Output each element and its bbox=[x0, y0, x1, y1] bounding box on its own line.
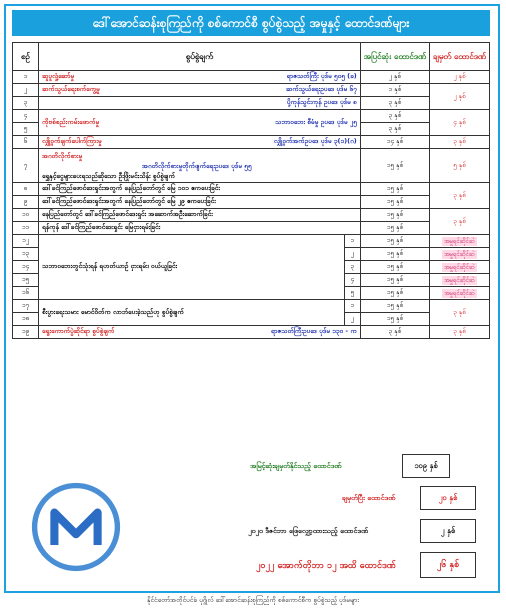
row-no: ၈ bbox=[13, 183, 39, 196]
row-sentence: ၂ နှစ် bbox=[430, 71, 490, 84]
row-charge bbox=[39, 97, 361, 110]
table-row bbox=[13, 97, 490, 110]
charge-law: ရာဇသတ်ကြီး ပုဒ်မ ၅၀၅ (ခ) bbox=[286, 72, 357, 80]
charge-law: ဆက်သွယ်ရေးဥပဒေ ပုဒ်မ ၆၇ bbox=[285, 85, 357, 93]
row-charge bbox=[39, 326, 361, 339]
charge-title: ဆူပူလှုံ့ဆော်မှု bbox=[42, 72, 75, 80]
row-no: ၁၆ bbox=[13, 287, 39, 300]
brand-logo-icon bbox=[30, 482, 122, 572]
pending-badge: အမှုရင်ဆိုင်ဆဲ bbox=[444, 263, 475, 271]
row-charge: နေပြည်တော်တွင် ဒေါ်ခင်ကြည်ဖောင်ဒေးရှင်း အဆောက်အဦးဆောက်ခြင်း bbox=[39, 209, 361, 222]
table-row bbox=[13, 183, 490, 196]
header-sentence: ချမှတ် ထောင်ဒဏ် bbox=[430, 43, 490, 71]
row-sub: ၄ bbox=[344, 274, 360, 287]
charge-title: လျှို့ဝှက်ချက်ပေါက်ကြားမှု bbox=[42, 137, 102, 145]
charge-title: ကိုဗစ်စည်းကမ်းဖောက်မှု bbox=[42, 117, 100, 126]
table-row bbox=[13, 326, 490, 339]
row-no: ၅ bbox=[13, 123, 39, 136]
row-max: ၃ နှစ် bbox=[360, 326, 429, 339]
charge-law: ပို့ကုန်သွင်းကုန် ဥပဒေ ပုဒ်မ ၈ bbox=[286, 98, 357, 106]
row-charge bbox=[39, 110, 361, 136]
row-charge: သဘာဝဘေးတွင်သုံးရန် ရဟတ်ယာဉ် ငှားရမ်း၊ ဝယ်ယူခြင်း bbox=[39, 235, 345, 300]
row-max: ၃ နှစ် bbox=[360, 110, 429, 123]
row-max: ၁၅ နှစ် bbox=[360, 209, 429, 222]
row-no: ၁၀ bbox=[13, 209, 39, 222]
charges-table bbox=[12, 42, 490, 339]
pending-badge: အမှုရင်ဆိုင်ဆဲ bbox=[444, 276, 475, 284]
row-max: ၁၅ နှစ် bbox=[360, 274, 429, 287]
row-no: ၁၈ bbox=[13, 313, 39, 326]
row-sub: ၁ bbox=[344, 300, 360, 313]
sentenced-label: ချမှတ်ပြီး ထောင်ဒဏ် bbox=[342, 494, 396, 502]
row-charge bbox=[39, 71, 361, 84]
table-header-row bbox=[13, 43, 490, 71]
charge-law: အဂတိလိုက်စားမှုတိုက်ဖျက်ရေးဥပဒေ ပုဒ်မ ၅၅ bbox=[142, 161, 252, 170]
total-value: ၂၆ နှစ် bbox=[420, 552, 476, 578]
row-no: ၁၄ bbox=[13, 261, 39, 274]
row-sentence: ၂ နှစ် bbox=[430, 84, 490, 110]
table-row bbox=[13, 235, 490, 248]
pending-badge: အမှုရင်ဆိုင်ဆဲ bbox=[444, 289, 475, 297]
row-no: ၂ bbox=[13, 84, 39, 97]
row-sub: ၂ bbox=[344, 248, 360, 261]
row-max: ၁၅ နှစ် bbox=[360, 149, 429, 183]
footer-caption: နိုင်ငံတော်အတိုင်ပင်ခံ ပုဂ္ဂိုလ် ဒေါ်အောင်ဆန်းစုကြည်ကို စစ်ကောင်စီက စွပ်စွဲသည့် ပုဒ်မများ bbox=[147, 596, 359, 604]
row-no: ၁၁ bbox=[13, 222, 39, 235]
row-max: ၁၄ နှစ် bbox=[360, 136, 429, 149]
row-charge: ဒေါ်ခင်ကြည်ဖောင်ဒေးရှင်းအတွက် နေပြည်တော်တွင် မြေ ၁၀၁ ဧကပေးခြင်း bbox=[39, 183, 361, 196]
header-charge: စွပ်စွဲချက် bbox=[39, 43, 361, 71]
row-max: ၁ နှစ် bbox=[360, 84, 429, 97]
sentenced-value: ၂၀ နှစ် bbox=[420, 486, 476, 510]
charge-law: သဘာဝဘေး စီမံမှု ဥပဒေ ပုဒ်မ ၂၅ bbox=[274, 117, 357, 126]
row-max: ၁၅ နှစ် bbox=[360, 313, 429, 326]
row-sentence: ၃ နှစ် bbox=[430, 183, 490, 209]
pending-badge: အမှုရင်ဆိုင်ဆဲ bbox=[444, 237, 475, 245]
row-no: ၁ bbox=[13, 71, 39, 84]
row-charge: စီးပွားရေးသမား မောင်ဝိတ်က လာဘ်ပေးခဲ့သည်ဟု စွပ်စွဲချက် bbox=[39, 300, 345, 326]
row-sentence: ၃ နှစ် bbox=[430, 209, 490, 235]
remaining-value: ၂ နှစ် bbox=[420, 519, 476, 543]
row-sub: ၃ bbox=[344, 261, 360, 274]
row-sub: ၅ bbox=[344, 287, 360, 300]
table-row bbox=[13, 196, 490, 209]
remaining-label: ၂၀၂၀ ဒီဇင်ဘာ ဖြေလျှော့ထားသည့် ထောင်ဒဏ် bbox=[248, 527, 369, 535]
row-max: ၁၅ နှစ် bbox=[360, 196, 429, 209]
row-max: ၁၅ နှစ် bbox=[360, 248, 429, 261]
row-no: ၄ bbox=[13, 110, 39, 123]
row-max: ၁၅ နှစ် bbox=[360, 222, 429, 235]
table-row bbox=[13, 136, 490, 149]
charge-title: အဂတိလိုက်စားမှု bbox=[42, 151, 83, 160]
charge-title: ဆက်သွယ်ရေးစက်ကွေ့မှု bbox=[42, 85, 100, 93]
table-row bbox=[13, 300, 490, 313]
row-sentence: ၃ နှစ် bbox=[430, 136, 490, 149]
table-row bbox=[13, 84, 490, 97]
row-max: ၁၅ နှစ် bbox=[360, 235, 429, 248]
charge-law: ရာဇသတ်ကြီးဥပဒေ ပုဒ်မ ၁၃၀ - က bbox=[270, 327, 357, 335]
row-max: ၃ နှစ် bbox=[360, 123, 429, 136]
row-charge bbox=[39, 84, 361, 97]
table-row bbox=[13, 110, 490, 123]
charge-detail: ရွှေနှင့်ငွေများပေးရသည်ဆိုသော ဦးဖြိုးမင်းသိန်း စွပ်စွဲချက် bbox=[42, 171, 175, 180]
row-no: ၁၇ bbox=[13, 300, 39, 313]
row-max: ၂ နှစ် bbox=[360, 71, 429, 84]
row-no: ၁၃ bbox=[13, 248, 39, 261]
row-max: ၁၅ နှစ် bbox=[360, 261, 429, 274]
row-sentence: ၅ နှစ် bbox=[430, 149, 490, 183]
row-max: ၁၅ နှစ် bbox=[360, 287, 429, 300]
header-no: စဉ် bbox=[13, 43, 39, 71]
page-title: ဒေါ်အောင်ဆန်းစုကြည်ကို စစ်ကောင်စီ စွပ်စွဲသည့် အမှုနှင့် ထောင်ဒဏ်များ bbox=[12, 10, 490, 36]
row-no: ၇ bbox=[13, 149, 39, 183]
row-sentence: ၄ နှစ် bbox=[430, 110, 490, 136]
row-max: ၃ နှစ် bbox=[360, 97, 429, 110]
row-no: ၆ bbox=[13, 136, 39, 149]
row-no: ၉ bbox=[13, 196, 39, 209]
charge-title: ရွေးကောက်ပွဲဆိုင်ရာ စွပ်စွဲချက် bbox=[42, 327, 115, 335]
row-sentence: ၃ နှစ် bbox=[430, 326, 490, 339]
row-max: ၁၅ နှစ် bbox=[360, 183, 429, 196]
row-max: ၁၅ နှစ် bbox=[360, 300, 429, 313]
table-row bbox=[13, 149, 490, 183]
max-sentence-value: ၁၀၉ နှစ် bbox=[402, 454, 450, 478]
row-charge bbox=[39, 136, 361, 149]
max-sentence-label: အမြင့်ဆုံးချမှတ်နိုင်သည့် ထောင်ဒဏ် bbox=[250, 462, 342, 470]
row-sub: ၁ bbox=[344, 235, 360, 248]
row-no: ၁၅ bbox=[13, 274, 39, 287]
row-sentence: ၃ နှစ် bbox=[430, 300, 490, 326]
table-row bbox=[13, 71, 490, 84]
row-no: ၃ bbox=[13, 97, 39, 110]
header-max-sentence: အပြင်ဆုံး ထောင်ဒဏ် bbox=[360, 43, 429, 71]
row-charge: ဒေါ်ခင်ကြည်ဖောင်ဒေးရှင်းအတွက် နေပြည်တော်တွင် မြေ ၂၉ ဧကပေးခြင်း bbox=[39, 196, 361, 209]
row-no: ၁၉ bbox=[13, 326, 39, 339]
pending-badge: အမှုရင်ဆိုင်ဆဲ bbox=[444, 250, 475, 258]
table-row bbox=[13, 222, 490, 235]
row-charge: ရန်ကုန် ဒေါ်ခင်ကြည်ဖောင်ဒေးရှင်း မြေငှားရမ်းခြင်း bbox=[39, 222, 361, 235]
row-sub: ၂ bbox=[344, 313, 360, 326]
charge-law: လျှို့ဝှက်အက်ဥပဒေ ပုဒ်မ ၃(၁)(ဂ) bbox=[273, 137, 357, 145]
row-charge bbox=[39, 149, 361, 183]
row-no: ၁၂ bbox=[13, 235, 39, 248]
total-label: ၂၀၂၂ အောက်တိုဘာ ၁၂ အထိ ထောင်ဒဏ် bbox=[256, 561, 396, 571]
table-row bbox=[13, 209, 490, 222]
